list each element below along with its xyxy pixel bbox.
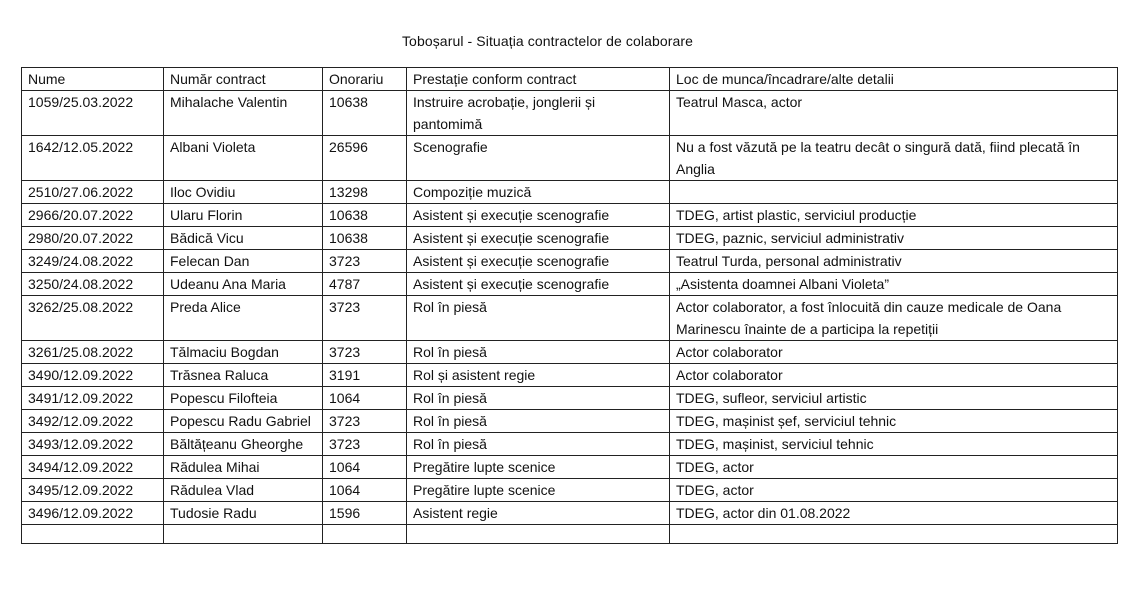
cell-nume: 3261/25.08.2022 — [22, 341, 164, 364]
table-row — [22, 91, 1118, 136]
cell-numar-contract: Albani Violeta — [164, 136, 323, 181]
cell-onorariu: 10638 — [323, 91, 407, 136]
cell-numar-contract: Rădulea Mihai — [164, 456, 323, 479]
cell-loc-de-munca: Teatrul Masca, actor — [670, 91, 1118, 136]
cell-prestatie: Asistent și execuție scenografie — [407, 227, 670, 250]
header-onorariu: Onorariu — [323, 68, 407, 91]
cell-numar-contract: Băltățeanu Gheorghe — [164, 433, 323, 456]
cell-prestatie — [407, 525, 670, 544]
header-nume: Nume — [22, 68, 164, 91]
cell-onorariu: 3191 — [323, 364, 407, 387]
table-row — [22, 364, 1118, 387]
cell-nume: 3490/12.09.2022 — [22, 364, 164, 387]
table-row — [22, 433, 1118, 456]
cell-numar-contract: Preda Alice — [164, 296, 323, 341]
cell-numar-contract: Trăsnea Raluca — [164, 364, 323, 387]
cell-loc-de-munca: TDEG, actor — [670, 456, 1118, 479]
header-loc-de-munca: Loc de munca/încadrare/alte detalii — [670, 68, 1118, 91]
cell-nume: 3496/12.09.2022 — [22, 502, 164, 525]
cell-loc-de-munca: TDEG, actor — [670, 479, 1118, 502]
table-row — [22, 204, 1118, 227]
header-numar-contract: Număr contract — [164, 68, 323, 91]
cell-nume: 2510/27.06.2022 — [22, 181, 164, 204]
cell-prestatie: Asistent și execuție scenografie — [407, 250, 670, 273]
cell-numar-contract: Felecan Dan — [164, 250, 323, 273]
cell-loc-de-munca: Actor colaborator, a fost înlocuită din cauze medicale de Oana Marinescu înainte de a participa la repetiții — [670, 296, 1118, 341]
table-row — [22, 273, 1118, 296]
cell-prestatie: Instruire acrobație, jonglerii și pantomimă — [407, 91, 670, 136]
table-row — [22, 479, 1118, 502]
cell-prestatie: Asistent regie — [407, 502, 670, 525]
cell-loc-de-munca: TDEG, paznic, serviciul administrativ — [670, 227, 1118, 250]
table-row — [22, 341, 1118, 364]
cell-loc-de-munca: Actor colaborator — [670, 341, 1118, 364]
cell-onorariu: 3723 — [323, 410, 407, 433]
cell-nume: 3492/12.09.2022 — [22, 410, 164, 433]
cell-nume: 3250/24.08.2022 — [22, 273, 164, 296]
table-row — [22, 525, 1118, 544]
cell-onorariu: 1064 — [323, 479, 407, 502]
cell-loc-de-munca: TDEG, mașinist șef, serviciul tehnic — [670, 410, 1118, 433]
cell-onorariu: 1596 — [323, 502, 407, 525]
cell-onorariu — [323, 525, 407, 544]
cell-nume: 3495/12.09.2022 — [22, 479, 164, 502]
cell-numar-contract: Rădulea Vlad — [164, 479, 323, 502]
cell-prestatie: Asistent și execuție scenografie — [407, 273, 670, 296]
cell-numar-contract: Mihalache Valentin — [164, 91, 323, 136]
cell-numar-contract: Bădică Vicu — [164, 227, 323, 250]
table-row — [22, 502, 1118, 525]
cell-onorariu: 1064 — [323, 387, 407, 410]
cell-nume: 1059/25.03.2022 — [22, 91, 164, 136]
cell-numar-contract: Tudosie Radu — [164, 502, 323, 525]
cell-onorariu: 10638 — [323, 204, 407, 227]
cell-prestatie: Rol în piesă — [407, 341, 670, 364]
cell-nume: 2980/20.07.2022 — [22, 227, 164, 250]
table-row — [22, 296, 1118, 341]
cell-prestatie: Rol în piesă — [407, 387, 670, 410]
table-row — [22, 181, 1118, 204]
cell-nume: 3249/24.08.2022 — [22, 250, 164, 273]
cell-onorariu: 3723 — [323, 341, 407, 364]
cell-onorariu: 3723 — [323, 296, 407, 341]
cell-loc-de-munca: „Asistenta doamnei Albani Violeta” — [670, 273, 1118, 296]
cell-onorariu: 10638 — [323, 227, 407, 250]
header-prestatie: Prestație conform contract — [407, 68, 670, 91]
cell-prestatie: Pregătire lupte scenice — [407, 456, 670, 479]
cell-loc-de-munca — [670, 181, 1118, 204]
table-row — [22, 387, 1118, 410]
cell-prestatie: Rol în piesă — [407, 410, 670, 433]
table-header-row — [22, 68, 1118, 91]
cell-nume: 3491/12.09.2022 — [22, 387, 164, 410]
cell-prestatie: Asistent și execuție scenografie — [407, 204, 670, 227]
cell-numar-contract: Udeanu Ana Maria — [164, 273, 323, 296]
cell-loc-de-munca: Teatrul Turda, personal administrativ — [670, 250, 1118, 273]
cell-numar-contract: Iloc Ovidiu — [164, 181, 323, 204]
cell-onorariu: 1064 — [323, 456, 407, 479]
cell-nume: 3494/12.09.2022 — [22, 456, 164, 479]
table-row — [22, 456, 1118, 479]
cell-numar-contract: Popescu Filofteia — [164, 387, 323, 410]
cell-prestatie: Compoziție muzică — [407, 181, 670, 204]
cell-prestatie: Rol și asistent regie — [407, 364, 670, 387]
cell-nume: 3493/12.09.2022 — [22, 433, 164, 456]
cell-loc-de-munca: Actor colaborator — [670, 364, 1118, 387]
cell-prestatie: Rol în piesă — [407, 433, 670, 456]
cell-onorariu: 3723 — [323, 433, 407, 456]
cell-onorariu: 13298 — [323, 181, 407, 204]
cell-prestatie: Rol în piesă — [407, 296, 670, 341]
document-title: Toboșarul - Situația contractelor de colaborare — [401, 33, 694, 49]
cell-onorariu: 26596 — [323, 136, 407, 181]
cell-nume — [22, 525, 164, 544]
table-row — [22, 250, 1118, 273]
cell-loc-de-munca: TDEG, artist plastic, serviciul producție — [670, 204, 1118, 227]
contracts-table — [21, 67, 1118, 544]
cell-loc-de-munca — [670, 525, 1118, 544]
cell-nume: 2966/20.07.2022 — [22, 204, 164, 227]
cell-nume: 1642/12.05.2022 — [22, 136, 164, 181]
cell-onorariu: 4787 — [323, 273, 407, 296]
table-row — [22, 410, 1118, 433]
cell-numar-contract: Tălmaciu Bogdan — [164, 341, 323, 364]
cell-loc-de-munca: TDEG, sufleor, serviciul artistic — [670, 387, 1118, 410]
table-row — [22, 227, 1118, 250]
table-body — [22, 91, 1118, 544]
cell-loc-de-munca: TDEG, actor din 01.08.2022 — [670, 502, 1118, 525]
cell-onorariu: 3723 — [323, 250, 407, 273]
cell-prestatie: Scenografie — [407, 136, 670, 181]
cell-loc-de-munca: Nu a fost văzută pe la teatru decât o singură dată, fiind plecată în Anglia — [670, 136, 1118, 181]
cell-loc-de-munca: TDEG, mașinist, serviciul tehnic — [670, 433, 1118, 456]
cell-prestatie: Pregătire lupte scenice — [407, 479, 670, 502]
cell-numar-contract: Popescu Radu Gabriel — [164, 410, 323, 433]
cell-numar-contract — [164, 525, 323, 544]
table-row — [22, 136, 1118, 181]
cell-nume: 3262/25.08.2022 — [22, 296, 164, 341]
cell-numar-contract: Ularu Florin — [164, 204, 323, 227]
